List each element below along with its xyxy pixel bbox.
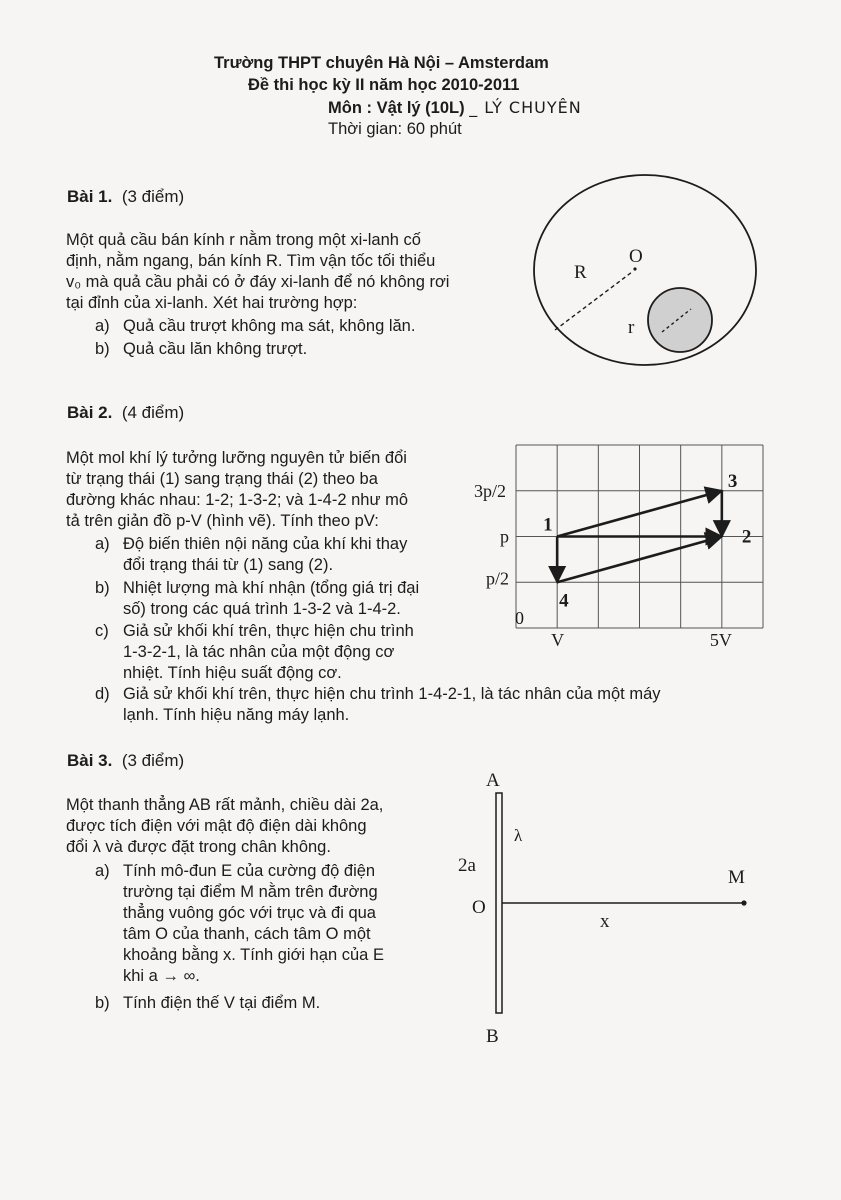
item-text: Nhiệt lượng mà khí nhận (tổng giá trị đại [123,579,420,597]
item-text: khi a → ∞. [123,967,200,985]
bai1-points: (3 điểm) [121,187,185,206]
bai1-title: Bài 1. [67,187,113,206]
bai3-title: Bài 3. [67,751,113,770]
point-label-4: 4 [559,590,569,612]
exam-title: Đề thi học kỳ II năm học 2010-2011 [248,76,520,94]
cylinder-circle [534,175,756,365]
item-label: b) [95,579,110,597]
bai2-text [66,448,408,532]
label-O: O [472,897,486,918]
label-A: A [486,770,500,791]
item-text: Giả sử khối khí trên, thực hiện chu trình [123,622,414,640]
label-2a: 2a [458,855,476,876]
radius-R-line [555,272,632,330]
rod-figure [450,765,770,1055]
bai2-heading [67,403,184,423]
item-text: số) trong các quá trình 1-3-2 và 1-4-2. [123,600,401,618]
bai1-heading [67,187,184,207]
y-label: p/2 [486,568,510,589]
item-label: a) [95,317,110,335]
pv-diagram [470,436,770,651]
item-text: trường tại điểm M nằm trên đường [123,883,378,901]
y-label: 3p/2 [474,480,507,501]
item-label: b) [95,340,110,358]
text-line: được tích điện với mật độ điện dài không [66,817,367,835]
point-M [741,900,746,905]
text-line: Một thanh thẳng AB rất mảnh, chiều dài 2a, [66,796,384,814]
item-label: c) [95,622,109,640]
exam-duration: Thời gian: 60 phút [328,120,462,138]
item-text: thẳng vuông góc với trục và đi qua [123,904,376,922]
label-O: O [629,246,643,267]
point-label-3: 3 [727,470,738,492]
item-text: khoảng bằng x. Tính giới hạn của E [123,946,384,964]
bai2-title: Bài 2. [67,403,113,422]
label-M: M [728,867,745,888]
y-label: 0 [515,608,524,628]
y-label: p [500,526,509,547]
item-text: Độ biến thiên nội năng của khí khi thay [123,535,408,553]
item-label: a) [95,535,110,553]
item-text: lạnh. Tính hiệu năng máy lạnh. [123,706,350,724]
text-line: Một mol khí lý tưởng lưỡng nguyên tử biến đổi [66,449,407,467]
point-label-1: 1 [543,514,553,536]
item-text: Tính mô-đun E của cường độ điện [123,862,376,880]
label-R: R [574,262,587,283]
center-O [633,267,636,270]
text-line: tại đỉnh của xi-lanh. Xét hai trường hợp: [66,294,358,312]
bai3-text [66,795,383,858]
bai3-heading [67,751,184,771]
bai2-points: (4 điểm) [121,403,185,422]
x-label: V [551,630,565,650]
item-text: đổi trạng thái từ (1) sang (2). [123,556,334,574]
bai1-text [66,230,449,314]
text-line: v₀ mà quả cầu phải có ở đáy xi-lanh để nó không rơi [66,273,450,291]
item-text: tâm O của thanh, cách tâm O một [123,925,371,943]
x-label: 5V [709,630,732,650]
subject-label: Môn : Vật lý (10L) [328,99,465,117]
text-line: tả trên giản đồ p-V (hình vẽ). Tính theo pV: [66,512,379,530]
item-text: Giả sử khối khí trên, thực hiện chu trình 1-4-2-1, là tác nhân của một máy [123,685,661,703]
subject-line [328,98,582,118]
label-B: B [486,1026,499,1047]
charged-rod [496,793,502,1013]
text-line: đổi λ và được đặt trong chân không. [66,838,331,856]
item-label: d) [95,685,110,703]
item-label: b) [95,994,110,1012]
item-text: Quả cầu lăn không trượt. [123,340,308,358]
label-x: x [600,911,610,932]
item-label: a) [95,862,110,880]
school-name: Trường THPT chuyên Hà Nội – Amsterdam [214,54,549,72]
text-line: từ trạng thái (1) sang trạng thái (2) theo ba [66,470,378,488]
point-label-2: 2 [741,526,752,548]
item-text: nhiệt. Tính hiệu suất động cơ. [123,664,342,682]
sphere [648,288,712,352]
label-r: r [628,317,635,338]
item-text: Tính điện thế V tại điểm M. [123,994,321,1012]
text-line: Một quả cầu bán kính r nằm trong một xi-lanh cố [66,231,421,249]
text-line: đường khác nhau: 1-2; 1-3-2; và 1-4-2 như mô [66,491,409,509]
item-text: 1-3-2-1, là tác nhân của một động cơ [123,643,395,661]
cylinder-figure [525,172,775,387]
label-lambda: λ [514,826,523,845]
item-text: Quả cầu trượt không ma sát, không lăn. [123,317,416,335]
bai3-points: (3 điểm) [121,751,185,770]
text-line: định, nằm ngang, bán kính R. Tìm vận tốc tối thiểu [66,252,436,270]
handwritten-note: _ LÝ CHUYÊN [469,98,582,117]
